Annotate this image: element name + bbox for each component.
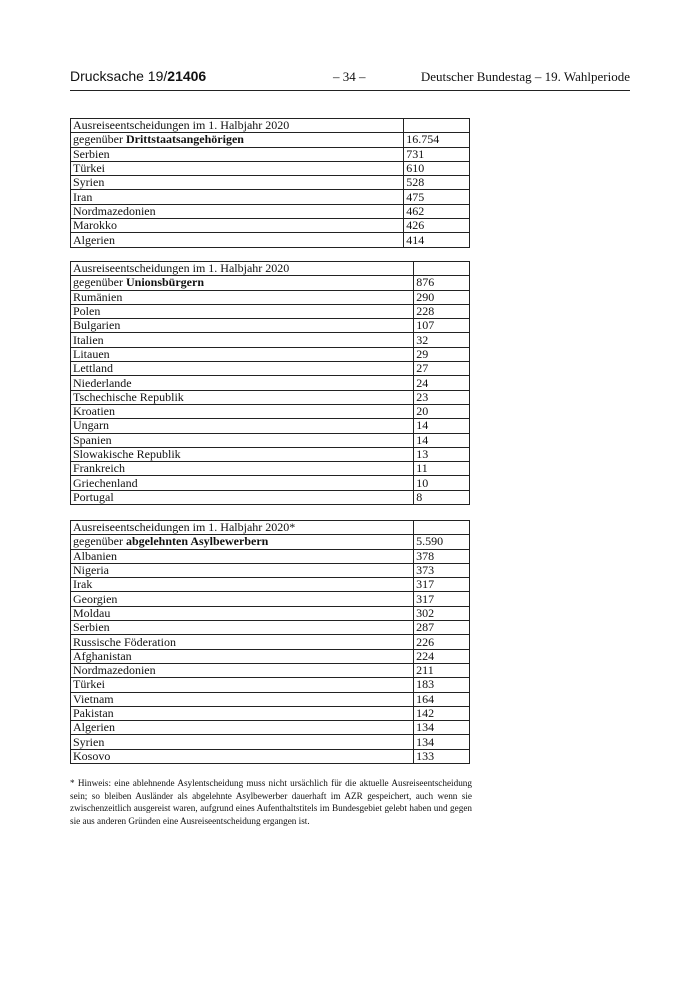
table-row — [71, 362, 470, 376]
country-cell: Algerien — [71, 233, 404, 247]
value-cell: 373 — [414, 563, 470, 577]
table-row — [71, 333, 470, 347]
table-row — [71, 376, 470, 390]
value-cell: 13 — [414, 447, 470, 461]
value-cell: 183 — [414, 678, 470, 692]
country-cell: Moldau — [71, 606, 414, 620]
table-row — [71, 419, 470, 433]
country-cell: Kroatien — [71, 404, 414, 418]
value-cell: 528 — [404, 176, 470, 190]
subtitle-bold: Drittstaatsangehörigen — [125, 132, 244, 147]
country-cell: Bulgarien — [71, 319, 414, 333]
value-cell: 24 — [414, 376, 470, 390]
country-cell: Afghanistan — [71, 649, 414, 663]
country-cell: Irak — [71, 578, 414, 592]
publisher: Deutscher Bundestag – 19. Wahlperiode — [420, 69, 630, 84]
table-row — [71, 749, 470, 763]
empty-cell — [404, 119, 470, 133]
country-cell: Rumänien — [71, 290, 414, 304]
table-row — [71, 549, 470, 563]
table-row — [71, 404, 470, 418]
country-cell: Frankreich — [71, 462, 414, 476]
country-cell: Kosovo — [71, 749, 414, 763]
country-cell: Lettland — [71, 362, 414, 376]
subtitle-bold: abgelehnten Asylbewerbern — [125, 534, 269, 549]
country-cell: Marokko — [71, 219, 404, 233]
table-subtitle — [71, 535, 414, 549]
country-cell: Algerien — [71, 721, 414, 735]
table-row — [71, 204, 470, 218]
table-row — [71, 447, 470, 461]
table-row — [71, 433, 470, 447]
empty-cell — [414, 521, 470, 535]
value-cell: 14 — [414, 433, 470, 447]
table-row — [71, 190, 470, 204]
table-title: Ausreiseentscheidungen im 1. Halbjahr 2020 — [71, 119, 404, 133]
value-cell: 610 — [404, 161, 470, 175]
document-number: 21406 — [167, 68, 207, 84]
table-row — [71, 490, 470, 504]
value-cell: 27 — [414, 362, 470, 376]
table-abgelehnte-asylbewerber — [70, 520, 470, 764]
country-cell: Albanien — [71, 549, 414, 563]
table-title: Ausreiseentscheidungen im 1. Halbjahr 2020* — [71, 521, 414, 535]
country-cell: Tschechische Republik — [71, 390, 414, 404]
value-cell: 32 — [414, 333, 470, 347]
table-total-row — [71, 133, 470, 147]
country-cell: Nordmazedonien — [71, 204, 404, 218]
table-title-row — [71, 521, 470, 535]
country-cell: Portugal — [71, 490, 414, 504]
table-row — [71, 706, 470, 720]
table-row — [71, 578, 470, 592]
value-cell: 8 — [414, 490, 470, 504]
table-row — [71, 304, 470, 318]
table-total: 5.590 — [414, 535, 470, 549]
value-cell: 475 — [404, 190, 470, 204]
value-cell: 228 — [414, 304, 470, 318]
table-body — [71, 262, 470, 505]
value-cell: 29 — [414, 347, 470, 361]
country-cell: Syrien — [71, 176, 404, 190]
value-cell: 462 — [404, 204, 470, 218]
country-cell: Polen — [71, 304, 414, 318]
table-row — [71, 347, 470, 361]
country-cell: Serbien — [71, 147, 404, 161]
country-cell: Georgien — [71, 592, 414, 606]
table-row — [71, 678, 470, 692]
table-title-row — [71, 262, 470, 276]
subtitle-prefix: gegenüber — [73, 275, 126, 290]
country-cell: Niederlande — [71, 376, 414, 390]
table-row — [71, 721, 470, 735]
value-cell: 20 — [414, 404, 470, 418]
value-cell: 426 — [404, 219, 470, 233]
subtitle-prefix: gegenüber — [73, 132, 126, 147]
country-cell: Iran — [71, 190, 404, 204]
table-title-row — [71, 119, 470, 133]
country-cell: Spanien — [71, 433, 414, 447]
country-cell: Ungarn — [71, 419, 414, 433]
value-cell: 287 — [414, 621, 470, 635]
value-cell: 23 — [414, 390, 470, 404]
country-cell: Nigeria — [71, 563, 414, 577]
table-row — [71, 692, 470, 706]
country-cell: Italien — [71, 333, 414, 347]
table-body — [71, 521, 470, 764]
value-cell: 14 — [414, 419, 470, 433]
value-cell: 302 — [414, 606, 470, 620]
value-cell: 224 — [414, 649, 470, 663]
table-row — [71, 563, 470, 577]
page-number: – 34 – — [333, 69, 366, 84]
value-cell: 134 — [414, 721, 470, 735]
table-row — [71, 649, 470, 663]
empty-cell — [414, 262, 470, 276]
value-cell: 378 — [414, 549, 470, 563]
footnote: * Hinweis: eine ablehnende Asylentscheidung muss nicht ursächlich für die aktuelle Ausreiseentscheidung sein; so bleiben Ausländer als abgelehnte Asylbewerber dauerhaft im AZR gespeichert, auch wenn sie zwischenzeitlich ausgereist waren, aufgrund eines Aufenthaltstitels im Bundesgebiet gelebt haben und gegen sie aus anderen Gründen eine Ausreiseentscheidung ergangen ist. — [70, 778, 472, 826]
table-body — [71, 119, 470, 248]
table-subtitle — [71, 133, 404, 147]
value-cell: 164 — [414, 692, 470, 706]
table-subtitle — [71, 276, 414, 290]
table-unionsbuerger — [70, 261, 470, 505]
table-total: 876 — [414, 276, 470, 290]
table-row — [71, 663, 470, 677]
table-row — [71, 621, 470, 635]
table-row — [71, 635, 470, 649]
value-cell: 317 — [414, 578, 470, 592]
value-cell: 10 — [414, 476, 470, 490]
document-label: Drucksache 19/ — [70, 68, 168, 84]
subtitle-bold: Unionsbürgern — [125, 275, 205, 290]
country-cell: Syrien — [71, 735, 414, 749]
value-cell: 142 — [414, 706, 470, 720]
value-cell: 290 — [414, 290, 470, 304]
table-row — [71, 219, 470, 233]
value-cell: 317 — [414, 592, 470, 606]
country-cell: Serbien — [71, 621, 414, 635]
table-row — [71, 476, 470, 490]
value-cell: 414 — [404, 233, 470, 247]
country-cell: Nordmazedonien — [71, 663, 414, 677]
value-cell: 11 — [414, 462, 470, 476]
table-row — [71, 592, 470, 606]
value-cell: 211 — [414, 663, 470, 677]
country-cell: Vietnam — [71, 692, 414, 706]
table-total-row — [71, 535, 470, 549]
value-cell: 226 — [414, 635, 470, 649]
value-cell: 134 — [414, 735, 470, 749]
table-row — [71, 147, 470, 161]
table-total: 16.754 — [404, 133, 470, 147]
table-title: Ausreiseentscheidungen im 1. Halbjahr 2020 — [71, 262, 414, 276]
country-cell: Griechenland — [71, 476, 414, 490]
table-row — [71, 735, 470, 749]
table-row — [71, 462, 470, 476]
table-row — [71, 290, 470, 304]
table-row — [71, 606, 470, 620]
table-row — [71, 390, 470, 404]
table-row — [71, 176, 470, 190]
table-row — [71, 233, 470, 247]
value-cell: 731 — [404, 147, 470, 161]
table-row — [71, 319, 470, 333]
country-cell: Pakistan — [71, 706, 414, 720]
value-cell: 107 — [414, 319, 470, 333]
document-id — [70, 68, 206, 84]
subtitle-prefix: gegenüber — [73, 534, 126, 549]
country-cell: Russische Föderation — [71, 635, 414, 649]
country-cell: Türkei — [71, 678, 414, 692]
page-header — [70, 68, 630, 91]
country-cell: Türkei — [71, 161, 404, 175]
value-cell: 133 — [414, 749, 470, 763]
table-row — [71, 161, 470, 175]
country-cell: Litauen — [71, 347, 414, 361]
country-cell: Slowakische Republik — [71, 447, 414, 461]
table-drittstaatsangehoerige — [70, 118, 470, 248]
table-total-row — [71, 276, 470, 290]
